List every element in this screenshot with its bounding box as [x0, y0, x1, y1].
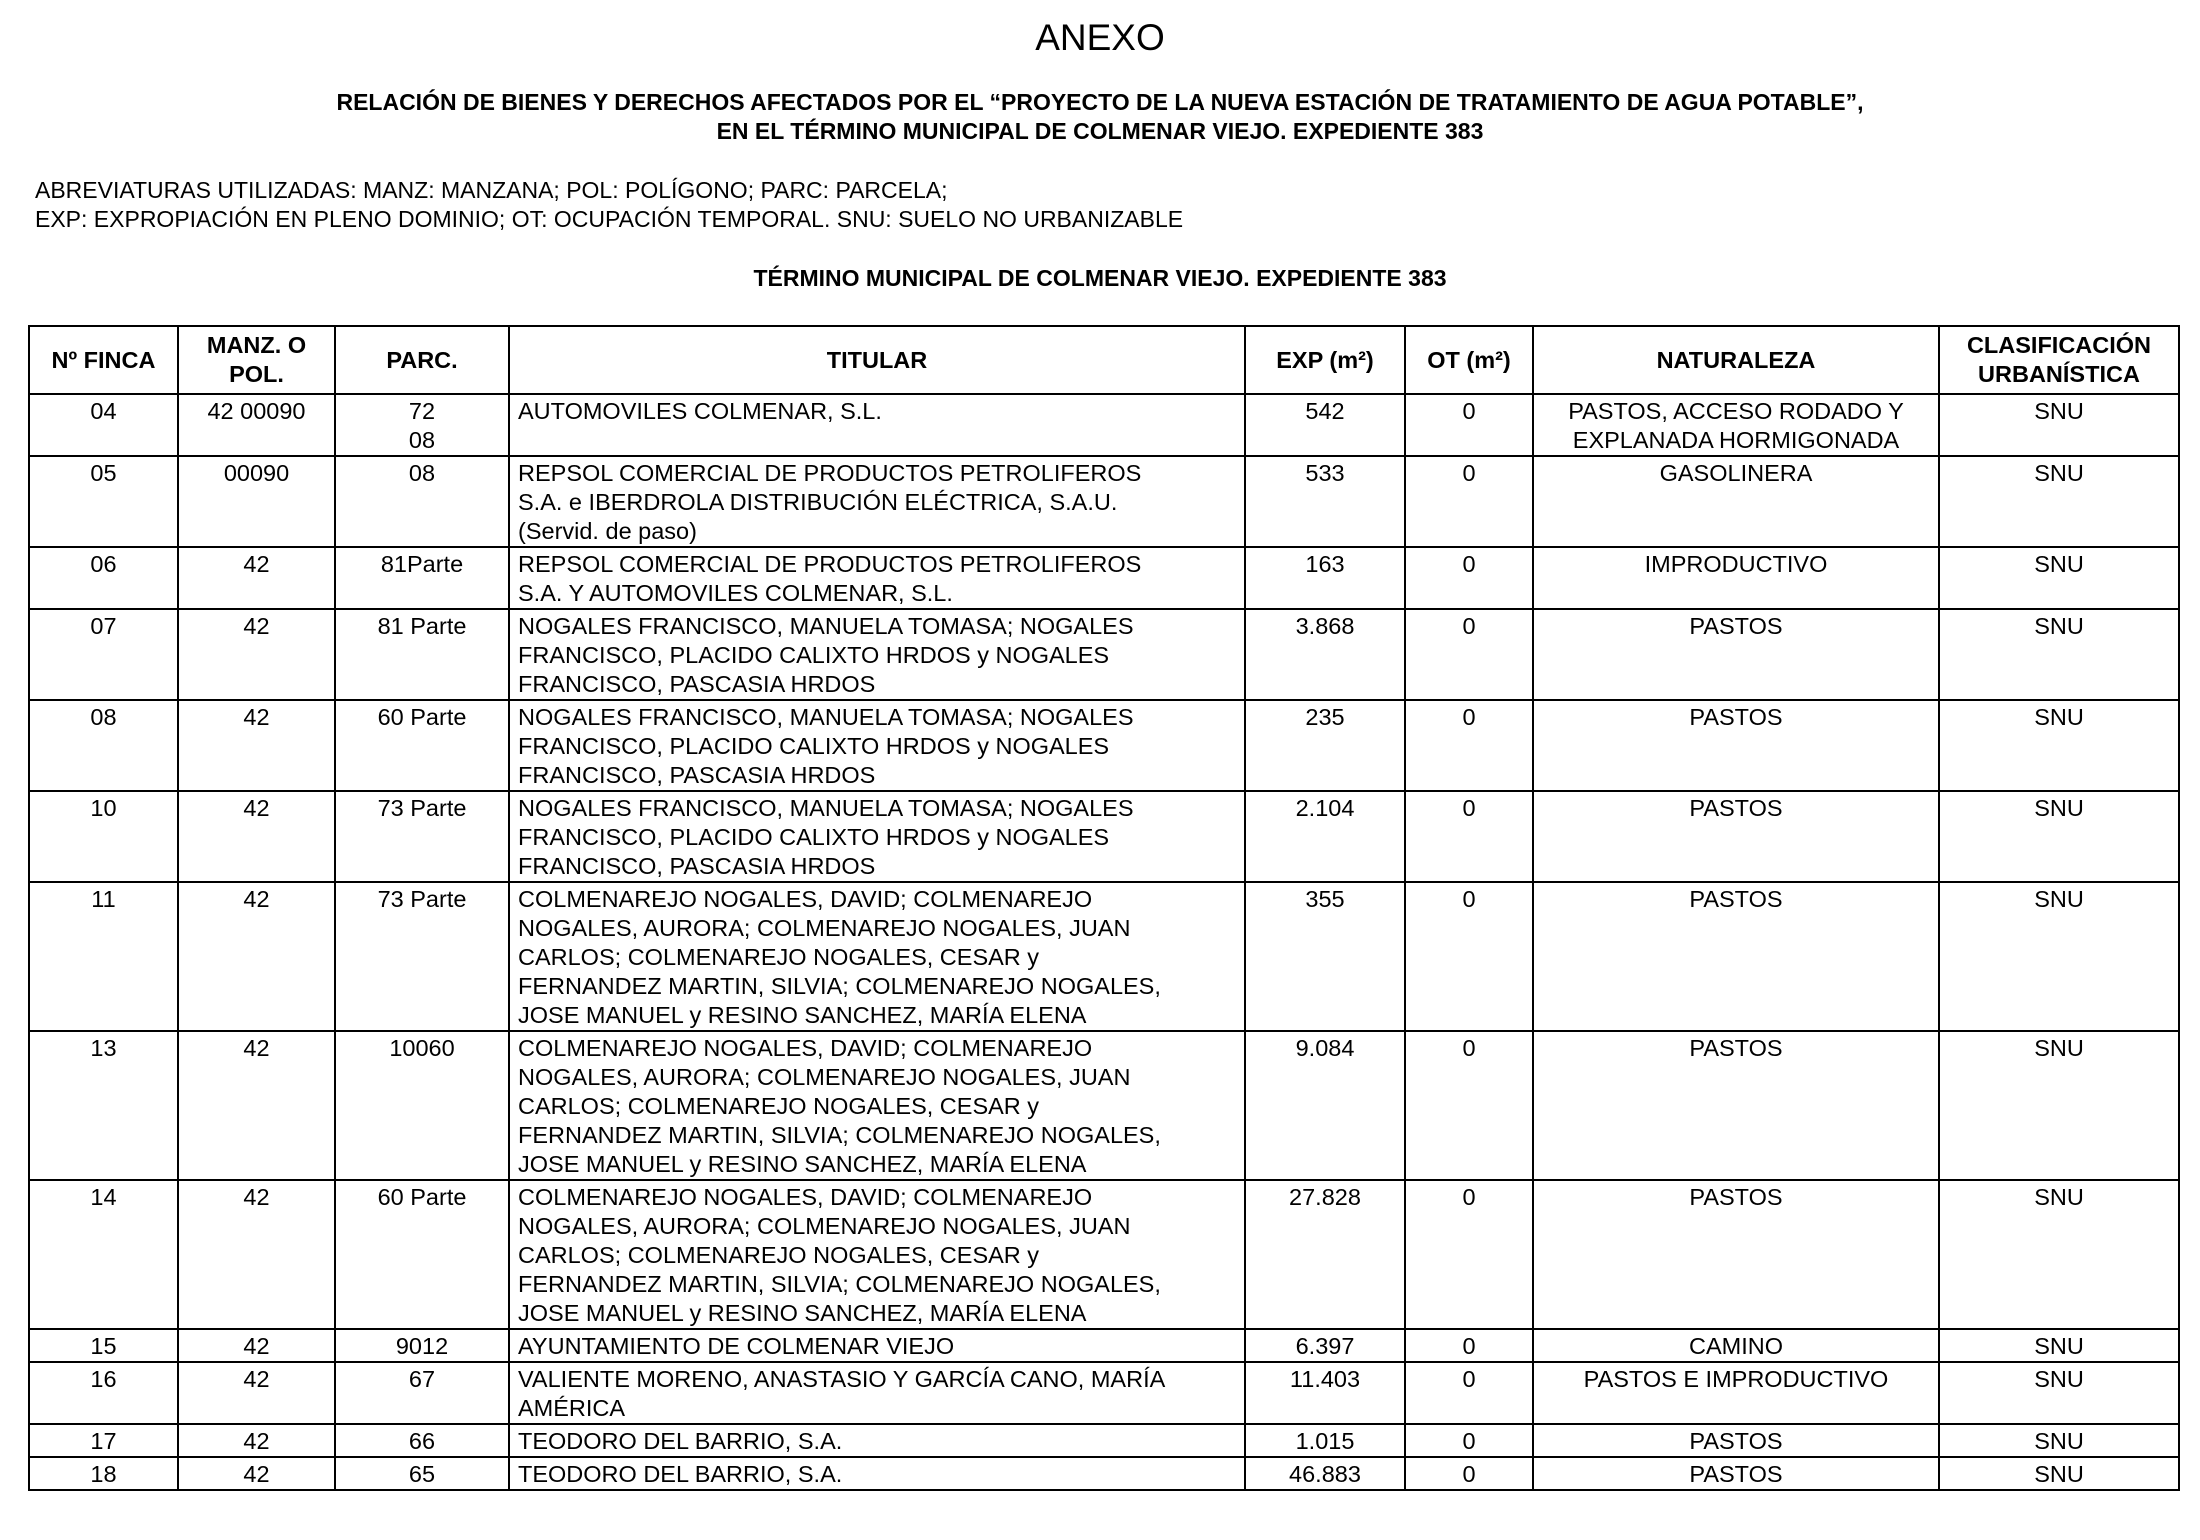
cell-naturaleza: PASTOS, ACCESO RODADO Y EXPLANADA HORMIGONADA: [1533, 394, 1939, 456]
cell-parc: 66: [335, 1424, 509, 1457]
cell-finca: 15: [29, 1329, 178, 1362]
subtitle-line-2: EN EL TÉRMINO MUNICIPAL DE COLMENAR VIEJO. EXPEDIENTE 383: [716, 118, 1484, 144]
cell-clasificacion: SNU: [1939, 882, 2179, 1031]
table-body: [29, 394, 2179, 1490]
cell-finca: 16: [29, 1362, 178, 1424]
cell-titular: TEODORO DEL BARRIO, S.A.: [509, 1424, 1245, 1457]
abbreviations-note: [35, 176, 1183, 234]
document-subtitle: [0, 88, 2200, 146]
cell-ot: 0: [1405, 791, 1533, 882]
cell-titular: NOGALES FRANCISCO, MANUELA TOMASA; NOGALES FRANCISCO, PLACIDO CALIXTO HRDOS y NOGALES FRANCISCO, PASCASIA HRDOS: [509, 791, 1245, 882]
cell-naturaleza: PASTOS: [1533, 1180, 1939, 1329]
cell-exp: 355: [1245, 882, 1405, 1031]
table-row: [29, 547, 2179, 609]
cell-parc: 10060: [335, 1031, 509, 1180]
cell-finca: 11: [29, 882, 178, 1031]
cell-ot: 0: [1405, 456, 1533, 547]
cell-pol: 42: [178, 609, 335, 700]
table-row: [29, 456, 2179, 547]
header-manz-pol: MANZ. O POL.: [178, 326, 335, 394]
cell-finca: 04: [29, 394, 178, 456]
header-ot: OT (m²): [1405, 326, 1533, 394]
table-row: [29, 1329, 2179, 1362]
cell-exp: 9.084: [1245, 1031, 1405, 1180]
cell-finca: 08: [29, 700, 178, 791]
cell-exp: 235: [1245, 700, 1405, 791]
cell-naturaleza: PASTOS: [1533, 882, 1939, 1031]
cell-clasificacion: SNU: [1939, 1329, 2179, 1362]
cell-parc: 65: [335, 1457, 509, 1490]
cell-pol: 42: [178, 1329, 335, 1362]
cell-ot: 0: [1405, 394, 1533, 456]
header-exp: EXP (m²): [1245, 326, 1405, 394]
cell-finca: 06: [29, 547, 178, 609]
cell-exp: 11.403: [1245, 1362, 1405, 1424]
table-row: [29, 609, 2179, 700]
cell-parc: 72 08: [335, 394, 509, 456]
cell-finca: 10: [29, 791, 178, 882]
cell-finca: 05: [29, 456, 178, 547]
cell-ot: 0: [1405, 700, 1533, 791]
cell-titular: AYUNTAMIENTO DE COLMENAR VIEJO: [509, 1329, 1245, 1362]
affected-properties-table: [28, 325, 2180, 1491]
cell-ot: 0: [1405, 609, 1533, 700]
cell-ot: 0: [1405, 547, 1533, 609]
cell-ot: 0: [1405, 1031, 1533, 1180]
cell-naturaleza: IMPRODUCTIVO: [1533, 547, 1939, 609]
cell-clasificacion: SNU: [1939, 1457, 2179, 1490]
cell-clasificacion: SNU: [1939, 609, 2179, 700]
cell-clasificacion: SNU: [1939, 456, 2179, 547]
table-row: [29, 1031, 2179, 1180]
cell-naturaleza: PASTOS: [1533, 791, 1939, 882]
cell-clasificacion: SNU: [1939, 1424, 2179, 1457]
cell-ot: 0: [1405, 1180, 1533, 1329]
cell-finca: 18: [29, 1457, 178, 1490]
cell-titular: AUTOMOVILES COLMENAR, S.L.: [509, 394, 1245, 456]
table-row: [29, 1362, 2179, 1424]
cell-exp: 1.015: [1245, 1424, 1405, 1457]
cell-naturaleza: PASTOS E IMPRODUCTIVO: [1533, 1362, 1939, 1424]
cell-ot: 0: [1405, 882, 1533, 1031]
table-row: [29, 1457, 2179, 1490]
cell-pol: 00090: [178, 456, 335, 547]
cell-parc: 81Parte: [335, 547, 509, 609]
cell-parc: 73 Parte: [335, 882, 509, 1031]
cell-titular: REPSOL COMERCIAL DE PRODUCTOS PETROLIFEROS S.A. Y AUTOMOVILES COLMENAR, S.L.: [509, 547, 1245, 609]
header-parc: PARC.: [335, 326, 509, 394]
cell-clasificacion: SNU: [1939, 1180, 2179, 1329]
cell-titular: COLMENAREJO NOGALES, DAVID; COLMENAREJO NOGALES, AURORA; COLMENAREJO NOGALES, JUAN CARLOS; COLMENAREJO NOGALES, CESAR y FERNANDEZ MARTIN, SILVIA; COLMENAREJO NOGALES, JOSE MANUEL y RESINO SANCHEZ, MARÍA ELENA: [509, 1180, 1245, 1329]
cell-parc: 60 Parte: [335, 700, 509, 791]
cell-titular: COLMENAREJO NOGALES, DAVID; COLMENAREJO NOGALES, AURORA; COLMENAREJO NOGALES, JUAN CARLOS; COLMENAREJO NOGALES, CESAR y FERNANDEZ MARTIN, SILVIA; COLMENAREJO NOGALES, JOSE MANUEL y RESINO SANCHEZ, MARÍA ELENA: [509, 882, 1245, 1031]
table-row: [29, 700, 2179, 791]
cell-pol: 42: [178, 547, 335, 609]
table-row: [29, 791, 2179, 882]
cell-pol: 42 00090: [178, 394, 335, 456]
cell-pol: 42: [178, 1031, 335, 1180]
cell-titular: COLMENAREJO NOGALES, DAVID; COLMENAREJO NOGALES, AURORA; COLMENAREJO NOGALES, JUAN CARLOS; COLMENAREJO NOGALES, CESAR y FERNANDEZ MARTIN, SILVIA; COLMENAREJO NOGALES, JOSE MANUEL y RESINO SANCHEZ, MARÍA ELENA: [509, 1031, 1245, 1180]
cell-exp: 163: [1245, 547, 1405, 609]
cell-naturaleza: PASTOS: [1533, 1031, 1939, 1180]
table-header-row: [29, 326, 2179, 394]
cell-titular: NOGALES FRANCISCO, MANUELA TOMASA; NOGALES FRANCISCO, PLACIDO CALIXTO HRDOS y NOGALES FRANCISCO, PASCASIA HRDOS: [509, 700, 1245, 791]
cell-clasificacion: SNU: [1939, 547, 2179, 609]
cell-pol: 42: [178, 791, 335, 882]
cell-ot: 0: [1405, 1457, 1533, 1490]
section-title: TÉRMINO MUNICIPAL DE COLMENAR VIEJO. EXPEDIENTE 383: [753, 265, 1447, 291]
cell-naturaleza: CAMINO: [1533, 1329, 1939, 1362]
cell-naturaleza: PASTOS: [1533, 700, 1939, 791]
cell-ot: 0: [1405, 1362, 1533, 1424]
cell-titular: NOGALES FRANCISCO, MANUELA TOMASA; NOGALES FRANCISCO, PLACIDO CALIXTO HRDOS y NOGALES FRANCISCO, PASCASIA HRDOS: [509, 609, 1245, 700]
cell-finca: 07: [29, 609, 178, 700]
table-row: [29, 1180, 2179, 1329]
table-row: [29, 1424, 2179, 1457]
cell-parc: 67: [335, 1362, 509, 1424]
cell-finca: 13: [29, 1031, 178, 1180]
cell-titular: TEODORO DEL BARRIO, S.A.: [509, 1457, 1245, 1490]
abbreviations-line-2: EXP: EXPROPIACIÓN EN PLENO DOMINIO; OT: OCUPACIÓN TEMPORAL. SNU: SUELO NO URBANIZABLE: [35, 206, 1184, 232]
cell-parc: 9012: [335, 1329, 509, 1362]
cell-exp: 2.104: [1245, 791, 1405, 882]
cell-pol: 42: [178, 1180, 335, 1329]
cell-parc: 08: [335, 456, 509, 547]
cell-pol: 42: [178, 700, 335, 791]
cell-clasificacion: SNU: [1939, 394, 2179, 456]
cell-parc: 73 Parte: [335, 791, 509, 882]
abbreviations-line-1: ABREVIATURAS UTILIZADAS: MANZ: MANZANA; POL: POLÍGONO; PARC: PARCELA;: [35, 177, 948, 203]
table-row: [29, 882, 2179, 1031]
cell-pol: 42: [178, 1362, 335, 1424]
cell-clasificacion: SNU: [1939, 700, 2179, 791]
header-titular: TITULAR: [509, 326, 1245, 394]
header-finca: Nº FINCA: [29, 326, 178, 394]
cell-pol: 42: [178, 1457, 335, 1490]
cell-naturaleza: PASTOS: [1533, 1457, 1939, 1490]
cell-clasificacion: SNU: [1939, 1031, 2179, 1180]
cell-naturaleza: GASOLINERA: [1533, 456, 1939, 547]
cell-pol: 42: [178, 882, 335, 1031]
cell-clasificacion: SNU: [1939, 791, 2179, 882]
cell-parc: 81 Parte: [335, 609, 509, 700]
cell-exp: 533: [1245, 456, 1405, 547]
cell-exp: 6.397: [1245, 1329, 1405, 1362]
cell-pol: 42: [178, 1424, 335, 1457]
cell-exp: 3.868: [1245, 609, 1405, 700]
header-clasificacion: CLASIFICACIÓN URBANÍSTICA: [1939, 326, 2179, 394]
cell-exp: 542: [1245, 394, 1405, 456]
cell-finca: 17: [29, 1424, 178, 1457]
cell-naturaleza: PASTOS: [1533, 1424, 1939, 1457]
cell-naturaleza: PASTOS: [1533, 609, 1939, 700]
header-naturaleza: NATURALEZA: [1533, 326, 1939, 394]
cell-ot: 0: [1405, 1329, 1533, 1362]
cell-exp: 46.883: [1245, 1457, 1405, 1490]
page-title: ANEXO: [1035, 17, 1165, 58]
cell-titular: VALIENTE MORENO, ANASTASIO Y GARCÍA CANO, MARÍA AMÉRICA: [509, 1362, 1245, 1424]
table-row: [29, 394, 2179, 456]
cell-ot: 0: [1405, 1424, 1533, 1457]
cell-titular: REPSOL COMERCIAL DE PRODUCTOS PETROLIFEROS S.A. e IBERDROLA DISTRIBUCIÓN ELÉCTRICA, S.A.U. (Servid. de paso): [509, 456, 1245, 547]
cell-finca: 14: [29, 1180, 178, 1329]
cell-exp: 27.828: [1245, 1180, 1405, 1329]
subtitle-line-1: RELACIÓN DE BIENES Y DERECHOS AFECTADOS POR EL “PROYECTO DE LA NUEVA ESTACIÓN DE TRATAMIENTO DE AGUA POTABLE”,: [336, 89, 1864, 115]
cell-clasificacion: SNU: [1939, 1362, 2179, 1424]
cell-parc: 60 Parte: [335, 1180, 509, 1329]
